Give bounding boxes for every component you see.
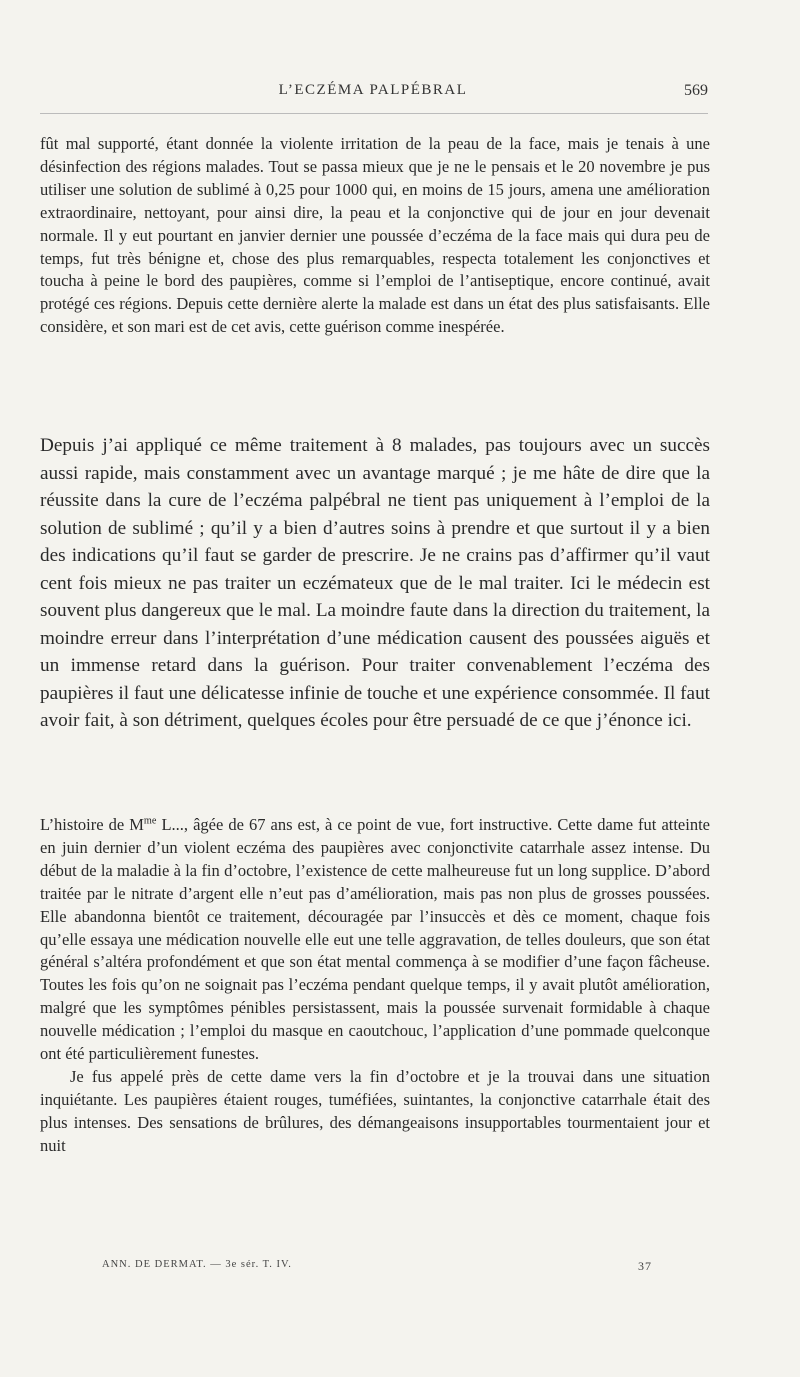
header-rule bbox=[40, 113, 708, 114]
paragraph-1 bbox=[40, 133, 710, 339]
paragraph-3-rest: L..., âgée de 67 ans est, à ce point de vue, fort instructive. Cette dame fut atteinte en juin dernier d’un violent eczéma des paupières avec conjonctivite catarrhale assez intense. Du début de la maladie à la fin d’octobre, l’existence de cette malheureuse fut un long supplice. D’abord traitée par le nitrate d’argent elle n’eut pas d’amélioration, mais pas non plus de grosses poussées. Elle abandonna bientôt ce traitement, découragée par l’insuccès et dès ce moment, chaque fois qu’elle essaya une médication nouvelle elle eut une telle aggravation, de telles douleurs, que son état général s’altéra profondément et que son état mental commença à se modifier d’une façon fâcheuse. Toutes les fois qu’on ne soignait pas l’eczéma pendant quelque temps, il y avait plutôt amélioration, malgré que les symptômes pénibles persistassent, mais la poussée survenait formidable à chaque nouvelle médication ; l’emploi du masque en caoutchouc, l’application d’une pommade quelconque ont été particulièrement funestes. bbox=[40, 815, 710, 1064]
paragraph-2-text: Depuis j’ai appliqué ce même traitement à 8 malades, pas toujours avec un succès aussi rapide, mais constamment avec un avantage marqué ; je me hâte de dire que la réussite dans la cure de l’eczéma palpébral ne tient pas uniquement à l’emploi de la solution de sublimé ; qu’il y a bien d’autres soins à prendre et que surtout il y a bien des indications qu’il faut se garder de prescrire. Je ne crains pas d’affirmer qu’il vaut cent fois mieux ne pas traiter un eczémateux que de le mal traiter. Ici le médecin est souvent plus dangereux que le mal. La moindre faute dans la direction du traitement, la moindre erreur dans l’interprétation d’une médication causent des poussées aiguës et un immense retard dans la guérison. Pour traiter convenablement l’eczéma des paupières il faut une délicatesse infinie de touche et une expérience consommée. Il faut avoir fait, à son détriment, quelques écoles pour être persuadé de ce que j’énonce ici. bbox=[40, 435, 710, 731]
running-title: L’ECZÉMA PALPÉBRAL bbox=[278, 82, 468, 98]
paragraph-1-text: fût mal supporté, étant donnée la violente irritation de la peau de la face, mais je tenais à une désinfection des régions malades. Tout se passa mieux que je ne le pensais et le 20 novembre je pus utiliser une solution de sublimé à 0,25 pour 1000 qui, en moins de 15 jours, amena une amélioration extraordinaire, nettoyant, pour ainsi dire, la peau et la conjonctive qui de jour en jour devenait normale. Il y eut pourtant en janvier dernier une poussée d’eczéma de la face mais qui dura peu de temps, fut très bénigne et, chose des plus remarquables, respecta totalement les conjonctives et toucha à peine le bord des paupières, comme si l’emploi de l’antiseptique, encore continué, avait protégé ces régions. Depuis cette dernière alerte la malade est dans un état des plus satisfaisants. Elle considère, et son mari est de cet avis, cette guérison comme inespérée. bbox=[40, 134, 710, 337]
page-footer bbox=[102, 1259, 652, 1277]
page-number: 569 bbox=[684, 82, 708, 99]
paragraph-3 bbox=[40, 814, 710, 1066]
paragraph-3-start: L’histoire de M bbox=[40, 815, 144, 834]
running-head bbox=[38, 82, 708, 104]
paragraph-3-block bbox=[40, 814, 710, 1158]
paragraph-2 bbox=[40, 432, 710, 735]
footer-signature: ANN. DE DERMAT. — 3e sér. T. IV. bbox=[102, 1259, 292, 1270]
paragraph-4: Je fus appelé près de cette dame vers la fin d’octobre et je la trouvai dans une situation inquiétante. Les paupières étaient rouges, tuméfiées, suintantes, la conjonctive catarrhale était des plus intenses. Des sensations de brûlures, des démangeaisons insupportables tourmentaient jour et nuit bbox=[40, 1066, 710, 1155]
paragraph-3-superscript: me bbox=[143, 815, 157, 827]
footer-sheet-number: 37 bbox=[638, 1259, 652, 1273]
